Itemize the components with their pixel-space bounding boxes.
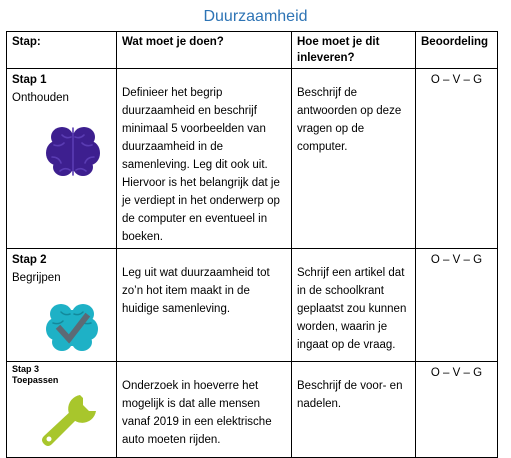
step-name: Toepassen [12,375,59,385]
header-wat-doen: Wat moet je doen? [117,32,292,69]
brain-check-icon [46,301,111,359]
grade-scale: O – V – G [430,254,483,266]
table-row [7,69,498,249]
submit-cell [292,249,416,362]
step-number: Stap 2 [12,254,47,266]
grade-cell [416,249,498,362]
assignment-table [6,31,498,458]
grade-cell [416,362,498,458]
step-number: Stap 1 [12,74,47,86]
submit-cell [292,69,416,249]
brain-icon [46,123,111,185]
table-header-row [7,32,498,69]
submit-description: Beschrijf de antwoorden op deze vragen op de computer. [297,87,402,153]
table-row [7,249,498,362]
step-cell [7,69,117,249]
task-description: Onderzoek in hoeverre het mogelijk is dat alle mensen vanaf 2019 in een elektrische auto moeten rijden. [122,380,272,446]
task-description: Definieer het begrip duurzaamheid en beschrijf minimaal 5 voorbeelden van duurzaamheid in de samenleving. Leg dit ook uit. Hiervoor is het belangrijk dat je je verdiept in het onderwerp op de computer en eventueel in boeken. [122,87,280,243]
grade-scale: O – V – G [430,367,483,379]
task-description: Leg uit wat duurzaamheid tot zo’n hot item maakt in de huidige samenleving. [122,267,270,315]
header-stap: Stap: [7,32,117,69]
step-name: Onthouden [12,92,69,104]
task-cell [117,362,292,458]
step-number: Stap 3 [12,364,40,374]
submit-description: Beschrijf de voor- en nadelen. [297,380,403,410]
submit-cell [292,362,416,458]
submit-description: Schrijf een artikel dat in de schoolkrant geplaatst zou kunnen worden, waarin je ingaat op de vraag. [297,267,407,351]
step-cell [7,362,117,458]
header-beoordeling: Beoordeling [416,32,498,69]
step-cell [7,249,117,362]
page-title: Duurzaamheid [203,8,308,25]
grade-scale: O – V – G [430,74,483,86]
task-cell [117,69,292,249]
grade-cell [416,69,498,249]
task-cell [117,249,292,362]
wrench-icon [40,391,111,455]
step-name: Begrijpen [12,272,61,284]
header-hoe-inleveren: Hoe moet je dit inleveren? [292,32,416,69]
table-row [7,362,498,458]
